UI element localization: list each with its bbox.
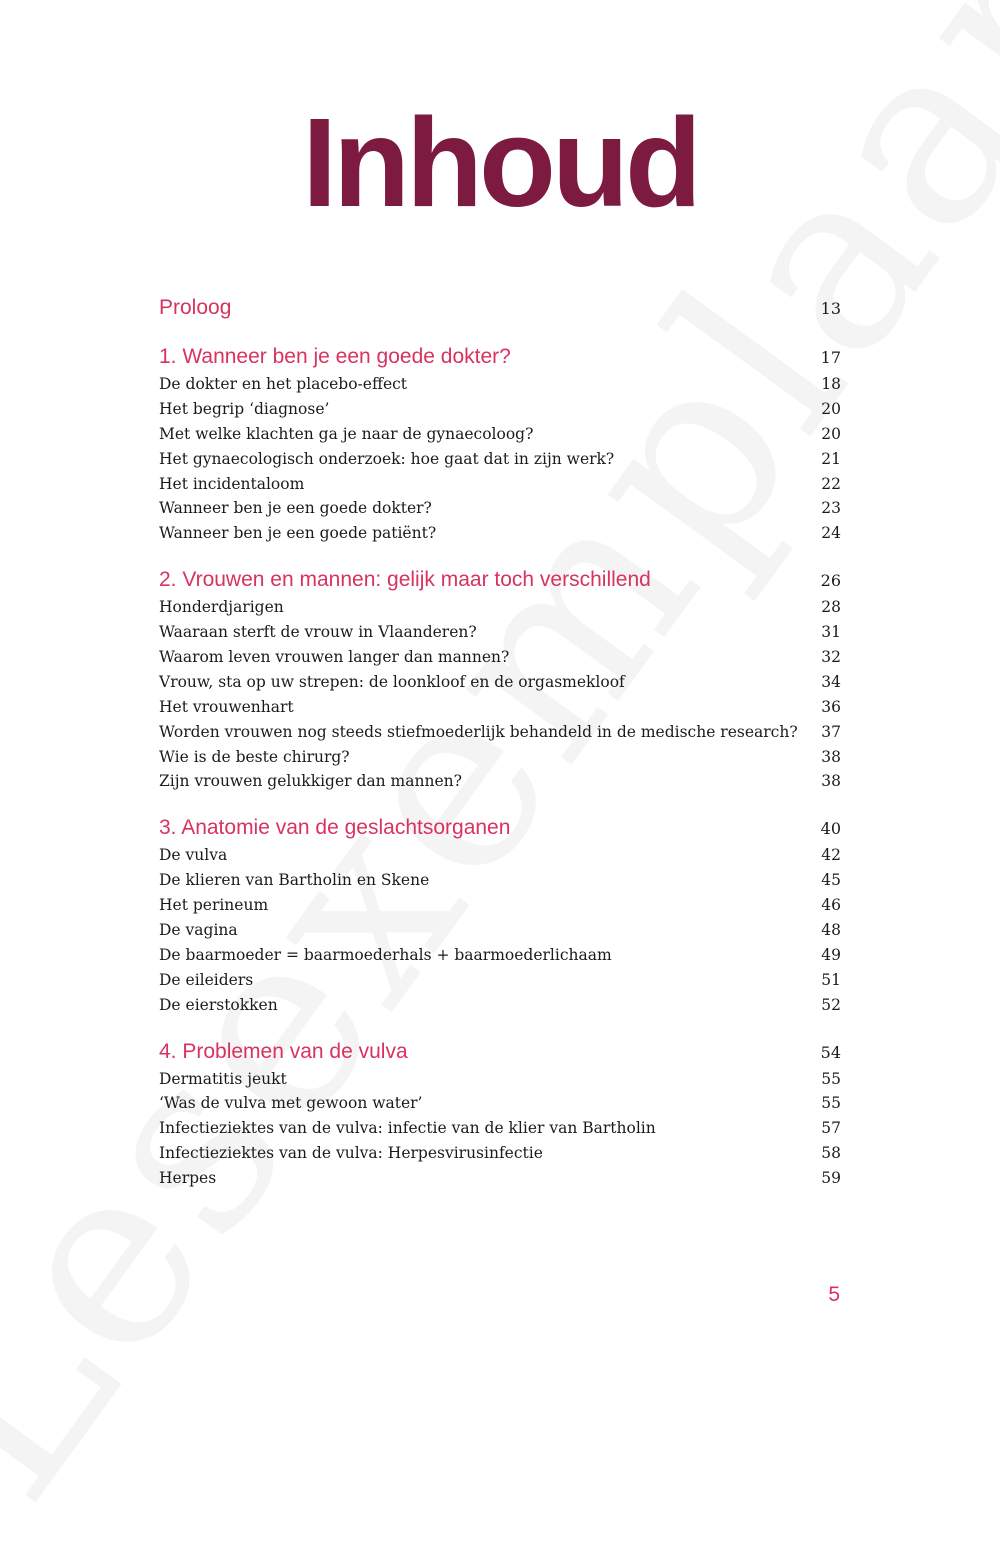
entry-page-number: 31 [821, 623, 841, 642]
entry-title: Het perineum [159, 896, 269, 915]
entry-page-number: 20 [821, 424, 841, 443]
page-number: 5 [828, 1283, 840, 1306]
entry-page-number: 18 [821, 375, 841, 393]
toc-entry[interactable] [159, 496, 841, 521]
entry-page-number: 34 [821, 672, 841, 691]
toc-entry[interactable] [159, 843, 841, 868]
toc-entry[interactable] [159, 595, 841, 620]
entry-page-number: 36 [821, 697, 841, 716]
chapter-heading[interactable] [159, 565, 841, 595]
toc-entry[interactable] [159, 1141, 841, 1166]
entry-page-number: 58 [821, 1144, 841, 1163]
entry-title: De dokter en het placebo-effect [159, 375, 408, 393]
toc-entry[interactable] [159, 1116, 841, 1141]
chapter-page-number: 17 [820, 348, 841, 367]
entry-title: Vrouw, sta op uw strepen: de loonkloof en de orgasmekloof [159, 672, 625, 691]
entry-title: Waaraan sterft de vrouw in Vlaanderen? [159, 623, 477, 642]
chapter-page-number: 54 [820, 1042, 841, 1062]
entry-title: Waarom leven vrouwen langer dan mannen? [159, 648, 510, 667]
entry-page-number: 23 [821, 499, 841, 518]
entry-page-number: 37 [821, 722, 841, 741]
chapter-page-number: 26 [820, 571, 841, 591]
chapter-page-number: 40 [820, 819, 841, 839]
entry-page-number: 38 [821, 772, 841, 791]
toc-entry[interactable] [159, 720, 841, 745]
toc-section [159, 342, 841, 546]
toc-entry[interactable] [159, 893, 841, 918]
toc-entry[interactable] [159, 769, 841, 794]
toc-section [159, 1037, 841, 1191]
entry-title: De baarmoeder = baarmoederhals + baarmoederlichaam [159, 945, 612, 964]
entry-page-number: 49 [821, 945, 841, 964]
entry-page-number: 57 [821, 1119, 841, 1138]
entry-page-number: 51 [821, 970, 841, 989]
toc-section [159, 293, 841, 323]
toc-entry[interactable] [159, 521, 841, 546]
toc-entry[interactable] [159, 745, 841, 770]
toc-entry[interactable] [159, 1091, 841, 1116]
entry-title: Infectieziektes van de vulva: infectie van de klier van Bartholin [159, 1119, 656, 1138]
toc-entry[interactable] [159, 670, 841, 695]
entry-page-number: 42 [821, 846, 841, 865]
chapter-title: 2. Vrouwen en mannen: gelijk maar toch verschillend [159, 568, 651, 592]
entry-title: Herpes [159, 1169, 217, 1188]
toc-entry[interactable] [159, 472, 841, 497]
toc-section [159, 813, 841, 1017]
toc-entry[interactable] [159, 968, 841, 993]
toc-entry[interactable] [159, 372, 841, 397]
chapter-title: 1. Wanneer ben je een goede dokter? [159, 345, 511, 368]
entry-title: Het begrip ‘diagnose’ [159, 399, 330, 418]
entry-title: De vulva [159, 846, 228, 865]
entry-title: Dermatitis jeukt [159, 1069, 287, 1088]
entry-title: De eileiders [159, 970, 254, 989]
entry-title: De klieren van Bartholin en Skene [159, 871, 430, 890]
entry-page-number: 46 [821, 896, 841, 915]
toc-entry[interactable] [159, 397, 841, 422]
chapter-heading[interactable] [159, 293, 841, 323]
entry-page-number: 20 [821, 399, 841, 418]
toc-entry[interactable] [159, 422, 841, 447]
entry-page-number: 28 [821, 598, 841, 617]
toc-entry[interactable] [159, 1067, 841, 1092]
entry-title: Zijn vrouwen gelukkiger dan mannen? [159, 772, 462, 791]
entry-title: Het vrouwenhart [159, 697, 294, 716]
entry-page-number: 32 [821, 648, 841, 667]
entry-page-number: 21 [821, 449, 841, 468]
entry-title: Worden vrouwen nog steeds stiefmoederlijk behandeld in de medische research? [159, 722, 798, 741]
entry-title: ‘Was de vulva met gewoon water’ [159, 1094, 423, 1113]
entry-title: Wie is de beste chirurg? [159, 747, 350, 766]
entry-title: Infectieziektes van de vulva: Herpesvirusinfectie [159, 1144, 543, 1163]
toc-entry[interactable] [159, 1166, 841, 1191]
entry-page-number: 48 [821, 921, 841, 940]
toc-entry[interactable] [159, 695, 841, 720]
chapter-heading[interactable] [159, 342, 841, 372]
entry-page-number: 55 [821, 1069, 841, 1088]
toc-entry[interactable] [159, 620, 841, 645]
toc-entry[interactable] [159, 918, 841, 943]
toc-entry[interactable] [159, 447, 841, 472]
toc-entry[interactable] [159, 993, 841, 1018]
entry-title: Het gynaecologisch onderzoek: hoe gaat dat in zijn werk? [159, 449, 615, 468]
entry-title: Het incidentaloom [159, 474, 305, 493]
chapter-heading[interactable] [159, 813, 841, 843]
chapter-title: 3. Anatomie van de geslachtsorganen [159, 816, 511, 840]
chapter-title: Proloog [159, 296, 232, 319]
chapter-page-number: 13 [820, 299, 841, 318]
entry-title: Met welke klachten ga je naar de gynaecoloog? [159, 424, 534, 443]
entry-title: Wanneer ben je een goede patiënt? [159, 524, 437, 543]
entry-page-number: 45 [821, 871, 841, 890]
toc-section [159, 565, 841, 794]
page-title: Inhoud [302, 92, 698, 233]
entry-page-number: 38 [821, 747, 841, 766]
entry-page-number: 55 [821, 1094, 841, 1113]
entry-page-number: 22 [821, 474, 841, 493]
entry-title: Honderdjarigen [159, 598, 284, 617]
entry-title: Wanneer ben je een goede dokter? [159, 499, 432, 518]
entry-page-number: 59 [821, 1169, 841, 1188]
toc-entry[interactable] [159, 868, 841, 893]
entry-title: De eierstokken [159, 995, 278, 1014]
table-of-contents [159, 293, 841, 1210]
chapter-title: 4. Problemen van de vulva [159, 1039, 408, 1063]
toc-entry[interactable] [159, 645, 841, 670]
chapter-heading[interactable] [159, 1037, 841, 1067]
entry-page-number: 52 [821, 995, 841, 1014]
entry-title: De vagina [159, 921, 238, 940]
toc-entry[interactable] [159, 943, 841, 968]
entry-page-number: 24 [821, 524, 841, 543]
